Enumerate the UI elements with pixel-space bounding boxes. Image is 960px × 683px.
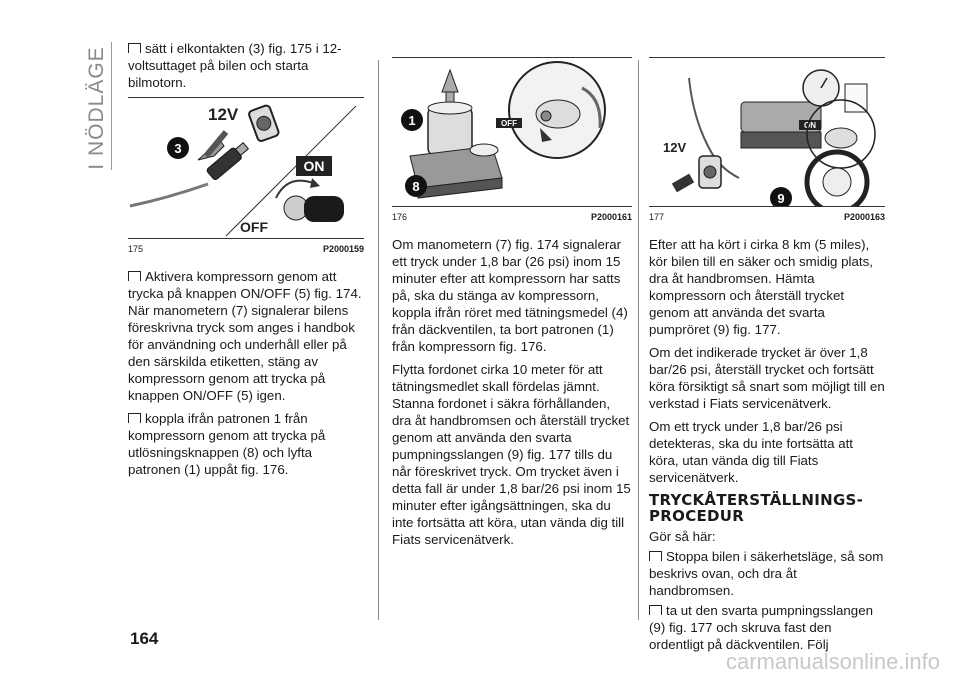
paragraph: Om ett tryck under 1,8 bar/26 psi detekteras, ska du inte fortsätta att köra, utan vända dig till Fiats servicenätverk. xyxy=(649,419,853,485)
paragraph: Flytta fordonet cirka 10 meter för att tätningsmedlet skall fördelas jämnt. Stanna fordonet i säkra förhållanden, dra åt handbromsen och återställ trycket genom att använda den svarta pumpningsslangen (9) fig. 177 tills du når föreskrivet tryck. Om trycket även i detta fall är under 1,8 bar/26 psi inom 15 minuter efter igångsättningen, ska du inte fortsätta att köra, utan vända dig till Fiats servicenätverk. xyxy=(392,362,631,547)
figure-175 xyxy=(128,97,364,239)
page-number: 164 xyxy=(130,629,159,648)
figure-number: 175 xyxy=(128,244,144,254)
paragraph: Gör så här: xyxy=(649,529,716,544)
paragraph: Efter att ha kört i cirka 8 km (5 miles), kör bilen till en säker och smidig plats, dra åt handbromsen. Hämta kompressorn och återställ trycket genom att använda det svarta pumpröret (9) fig. 177. xyxy=(649,237,873,337)
callout-3: 3 xyxy=(174,141,182,156)
figure-175-illustration xyxy=(128,98,364,238)
watermark: carmanualsonline.info xyxy=(725,649,940,674)
section-tab xyxy=(85,46,108,170)
label-on: ON xyxy=(303,158,325,174)
bullet-icon xyxy=(128,43,141,53)
paragraph: Aktivera kompressorn genom att trycka på knappen ON/OFF (5) fig. 174. När manometern (7) signalerar bilens föreskrivna tryck som anges i handbok för användning och underhåll eller på den särskilda etiketten, stäng av kompressorn genom att trycka på knappen ON/OFF (5) igen. xyxy=(128,269,362,403)
bullet-icon xyxy=(128,413,141,423)
figure-176-illustration xyxy=(392,58,632,206)
figure-code: P2000163 xyxy=(843,212,885,222)
callout-1: 1 xyxy=(408,113,416,128)
figure-code: P2000159 xyxy=(322,244,364,254)
column-2 xyxy=(392,40,632,554)
paragraph: Om manometern (7) fig. 174 signalerar ett tryck under 1,8 bar (26 psi) inom 15 minuter efter att kompressorn har satts på, ska du stänga av kompressorn, koppla ifrån röret med tätningsmedel (4) från däckventilen, ta bort patronen (1) från kompressorn fig. 176. xyxy=(392,237,628,354)
label-off: OFF xyxy=(240,219,268,235)
paragraph: Om det indikerade trycket är över 1,8 bar/26 psi, återställ trycket och fortsätt köra försiktigt så snart som möjligt till en verkstad i Fiats servicenätverk. xyxy=(649,345,885,411)
figure-caption xyxy=(128,241,364,258)
paragraph: ta ut den svarta pumpningsslangen (9) fig. 177 och skruva fast den ordentligt på däckventilen. Följ xyxy=(649,603,873,652)
figure-caption xyxy=(649,209,885,226)
figure-176 xyxy=(392,57,632,207)
paragraph: sätt i elkontakten (3) fig. 175 i 12-voltsuttaget på bilen och starta bilmotorn. xyxy=(128,41,342,90)
figure-177-illustration xyxy=(649,58,885,206)
figure-code: P2000161 xyxy=(590,212,632,222)
bullet-icon xyxy=(128,271,141,281)
column-divider xyxy=(378,60,379,620)
label-12v: 12V xyxy=(663,140,687,155)
figure-caption xyxy=(392,209,632,226)
bullet-icon xyxy=(649,551,662,561)
callout-9: 9 xyxy=(777,191,785,206)
label-12v: 12V xyxy=(208,105,239,124)
column-1 xyxy=(128,40,364,484)
section-tab-divider xyxy=(111,42,112,170)
figure-number: 176 xyxy=(392,212,408,222)
label-on: ON xyxy=(804,121,816,130)
column-divider xyxy=(638,60,639,620)
bullet-icon xyxy=(649,605,662,615)
column-3 xyxy=(649,40,885,659)
paragraph: Stoppa bilen i säkerhetsläge, så som beskrivs ovan, och dra åt handbromsen. xyxy=(649,549,884,598)
section-tab-label: I NÖDLÄGE xyxy=(85,46,108,170)
section-heading: TRYCKÅTERSTÄLLNINGS-PROCEDUR xyxy=(649,491,864,525)
paragraph: koppla ifrån patronen 1 från kompressorn genom att trycka på utlösningsknappen (8) och lyfta patronen (1) uppåt fig. 176. xyxy=(128,411,326,477)
figure-177 xyxy=(649,57,885,207)
callout-8: 8 xyxy=(412,179,420,194)
label-off: OFF xyxy=(501,119,517,128)
figure-number: 177 xyxy=(649,212,665,222)
